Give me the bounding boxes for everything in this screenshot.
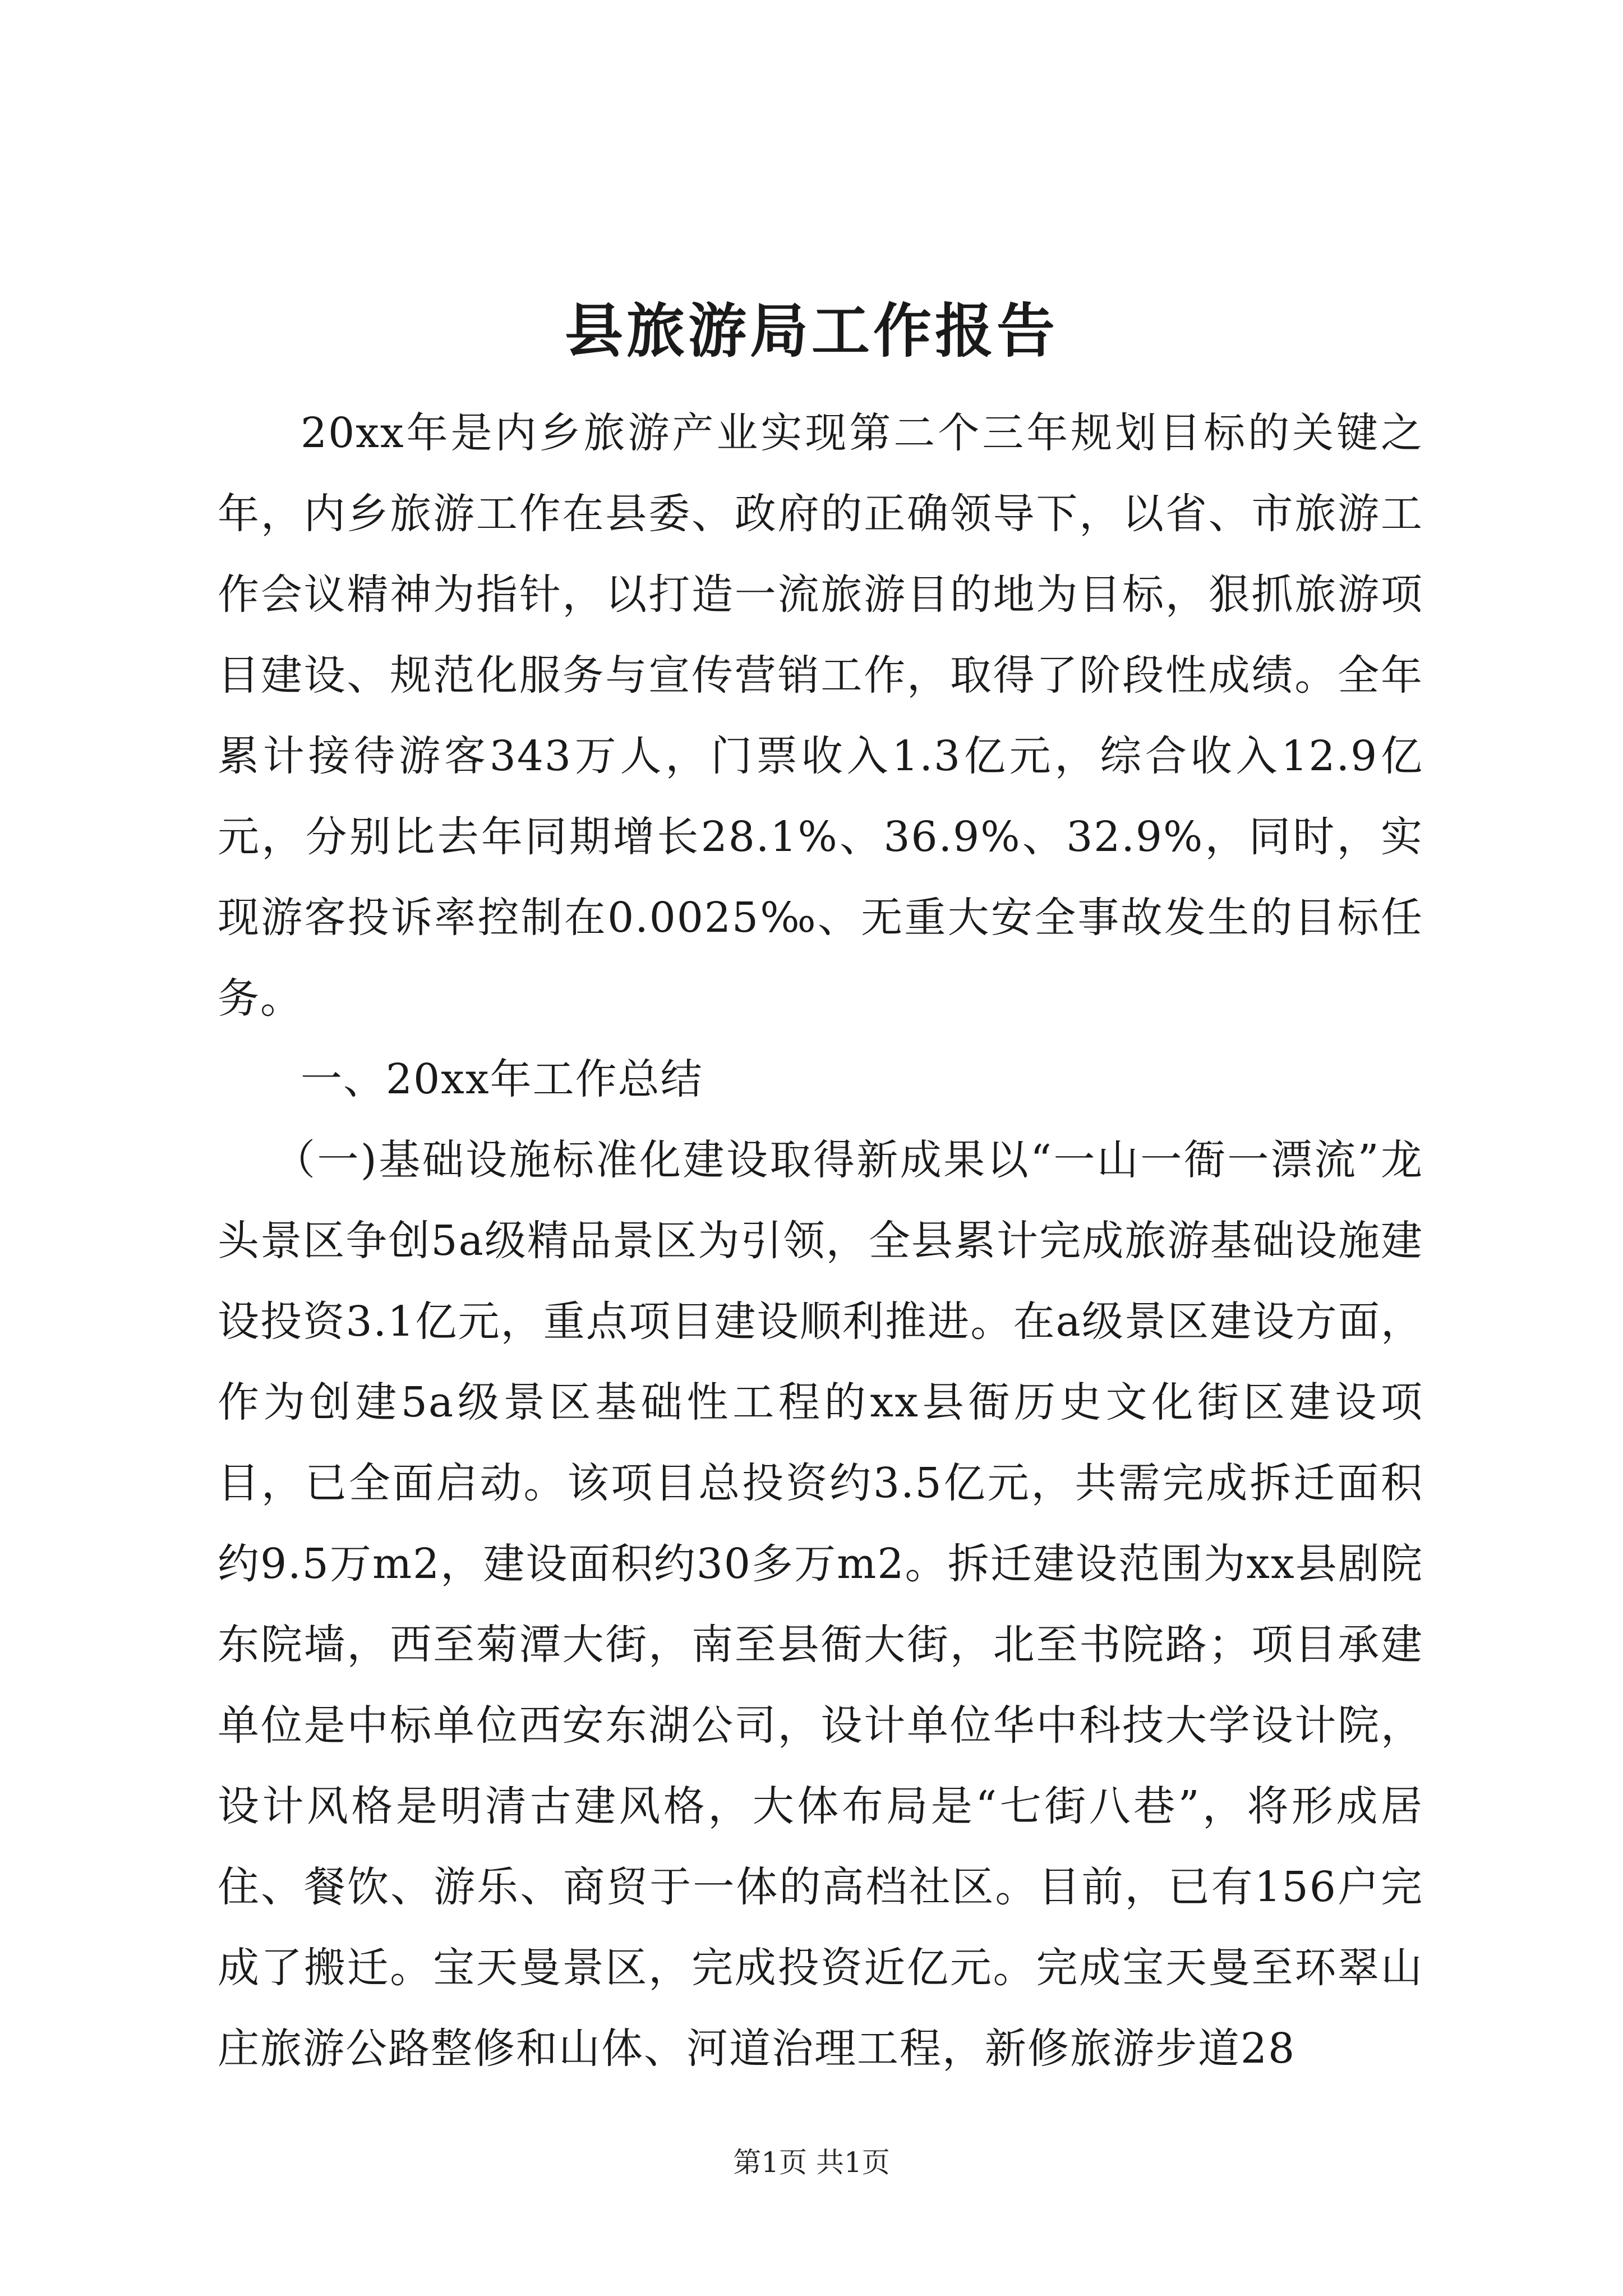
page-footer: 第1页 共1页: [733, 2146, 890, 2179]
document-body: [218, 393, 1423, 2089]
intro-paragraph: 20xx年是内乡旅游产业实现第二个三年规划目标的关键之年，内乡旅游工作在县委、政府的正确领导下，以省、市旅游工作会议精神为指针，以打造一流旅游目的地为目标，狠抓旅游项目建设、规范化服务与宣传营销工作，取得了阶段性成绩。全年累计接待游客343万人，门票收入1.3亿元，综合收入12.9亿元，分别比去年同期增长28.1%、36.9%、32.9%，同时，实现游客投诉率控制在0.0025‰、无重大安全事故发生的目标任务。: [218, 409, 1423, 1023]
document-title: 县旅游局工作报告: [564, 296, 1058, 365]
section-paragraph: （一)基础设施标准化建设取得新成果以“一山一衙一漂流”龙头景区争创5a级精品景区为引领，全县累计完成旅游基础设施建设投资3.1亿元，重点项目建设顺利推进。在a级景区建设方面，作为创建5a级景区基础性工程的xx县衙历史文化街区建设项目，已全面启动。该项目总投资约3.5亿元，共需完成拆迁面积约9.5万m2，建设面积约30多万m2。拆迁建设范围为xx县剧院东院墙，西至菊潭大街，南至县衙大街，北至书院路；项目承建单位是中标单位西安东湖公司，设计单位华中科技大学设计院，设计风格是明清古建风格，大体布局是“七街八巷”，将形成居住、餐饮、游乐、商贸于一体的高档社区。目前，已有156户完成了搬迁。宝天曼景区，完成投资近亿元。完成宝天曼至环翠山庄旅游公路整修和山体、河道治理工程，新修旅游步道28: [218, 1136, 1423, 2073]
section-heading: 一、20xx年工作总结: [301, 1055, 703, 1103]
